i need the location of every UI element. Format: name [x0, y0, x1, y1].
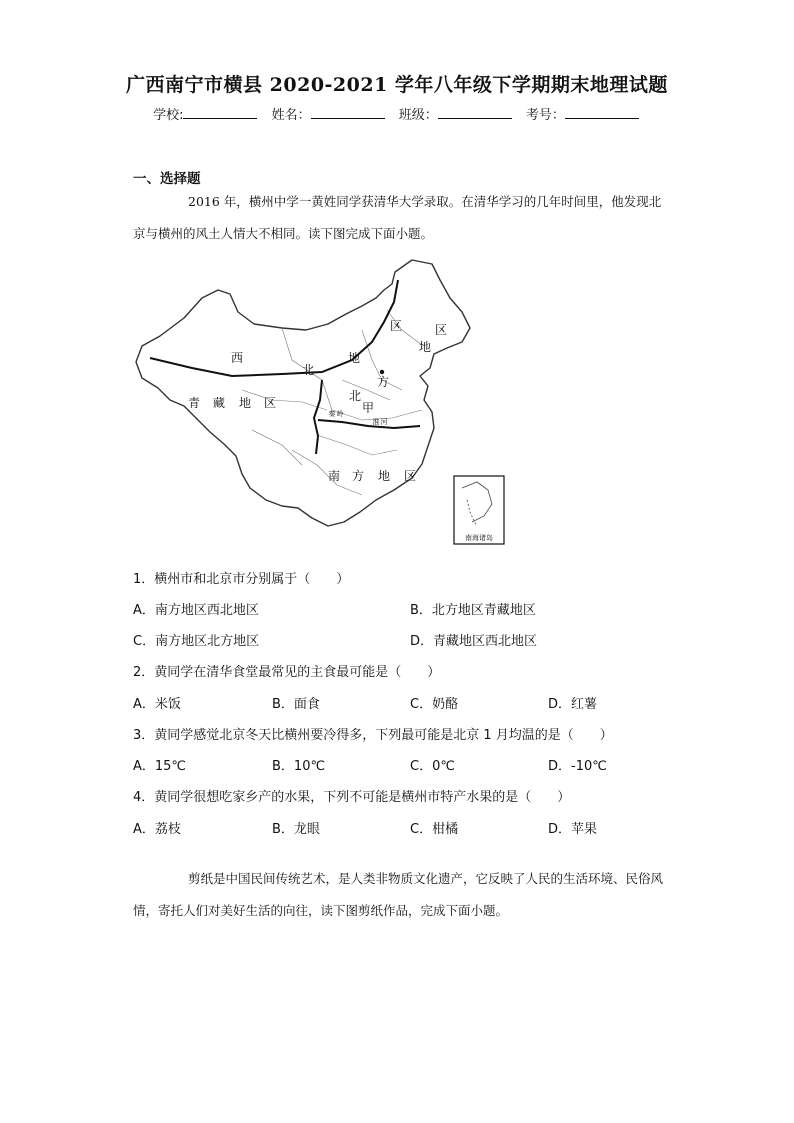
northwest-boundary-line [150, 280, 398, 376]
map-label-huai: 淮 [372, 419, 380, 426]
map-label-ling: 岭 [336, 411, 344, 418]
q2-option-a[interactable]: A．米饭 [133, 697, 181, 712]
map-label-jia: 甲 [361, 401, 375, 415]
name-blank[interactable] [311, 106, 385, 119]
map-label-he: 河 [380, 419, 388, 426]
student-info-line [0, 104, 794, 123]
q3-option-a[interactable]: A．15℃ [133, 759, 187, 774]
qinling-huaihe-line [318, 420, 420, 428]
q4-option-b[interactable]: B．龙眼 [272, 822, 320, 837]
qinghai-tibet-boundary-line [314, 380, 322, 454]
map-label-di4: 地 [377, 469, 391, 483]
q2-option-d[interactable]: D．红薯 [548, 697, 598, 712]
map-label-qu2: 区 [434, 323, 448, 337]
map-label-qu1: 区 [389, 319, 403, 333]
map-label-di3: 地 [238, 396, 252, 410]
map-label-nan: 南 [327, 469, 341, 483]
question-1-stem: 1．横州市和北京市分别属于（ ） [133, 572, 350, 587]
map-label-qin: 秦 [328, 411, 336, 418]
q3-option-d[interactable]: D．-10℃ [548, 759, 607, 774]
map-label-di1: 地 [347, 351, 361, 365]
q1-option-a[interactable]: A．南方地区西北地区 [133, 603, 259, 618]
exam-title: 广西南宁市横县 2020-2021 学年八年级下学期期末地理试题 [126, 74, 668, 96]
question-3-stem: 3．黄同学感觉北京冬天比横州要冷得多，下列最可能是北京 1 月均温的是（ ） [133, 728, 613, 743]
map-label-fang2: 方 [351, 469, 365, 483]
map-label-qinghai: 青 [187, 396, 201, 410]
passage-2: 剪纸是中国民间传统艺术，是人类非物质文化遗产，它反映了人民的生活环境、民俗风情，寄托人们对美好生活的向往，读下图剪纸作品，完成下面小题。 [133, 871, 664, 918]
q2-option-c[interactable]: C．奶酪 [410, 697, 459, 712]
map-label-fang: 方 [376, 375, 390, 389]
q4-option-c[interactable]: C．柑橘 [410, 822, 459, 837]
map-label-bei1: 北 [301, 363, 315, 377]
number-blank[interactable] [565, 106, 639, 119]
name-label: 姓名： [271, 108, 311, 123]
class-blank[interactable] [438, 106, 512, 119]
q1-option-c[interactable]: C．南方地区北方地区 [133, 634, 260, 649]
beijing-marker [380, 370, 384, 374]
q3-option-b[interactable]: B．10℃ [272, 759, 326, 774]
map-label-di2: 地 [418, 340, 432, 354]
south-china-sea-inset [454, 476, 504, 544]
class-label: 班级： [398, 108, 438, 123]
china-region-map [132, 250, 512, 550]
q3-option-c[interactable]: C．0℃ [410, 759, 455, 774]
q4-option-a[interactable]: A．荔枝 [133, 822, 181, 837]
china-outline [136, 260, 470, 526]
number-label: 考号： [525, 108, 565, 123]
school-label: 学校: [153, 108, 184, 123]
school-blank[interactable] [183, 106, 257, 119]
q1-option-d[interactable]: D．青藏地区西北地区 [410, 634, 538, 649]
map-label-qu4: 区 [403, 469, 417, 483]
section-heading: 一、选择题 [133, 171, 201, 187]
map-label-zang: 藏 [212, 396, 226, 410]
passage-1: 2016 年，横州中学一黄姓同学获清华大学录取。在清华学习的几年时间里，他发现北京与横州的风土人情大不相同。读下图完成下面小题。 [133, 194, 662, 241]
q2-option-b[interactable]: B．面食 [272, 697, 320, 712]
q1-option-b[interactable]: B．北方地区青藏地区 [410, 603, 536, 618]
map-label-bei2: 北 [348, 389, 362, 403]
question-2-stem: 2．黄同学在清华食堂最常见的主食最可能是（ ） [133, 665, 441, 680]
q4-option-d[interactable]: D．苹果 [548, 822, 598, 837]
question-4-stem: 4．黄同学很想吃家乡产的水果，下列不可能是横州市特产水果的是（ ） [133, 790, 571, 805]
map-label-xi: 西 [230, 351, 244, 365]
map-label-qu3: 区 [263, 396, 277, 410]
inset-label: 南海诸岛 [465, 535, 493, 542]
